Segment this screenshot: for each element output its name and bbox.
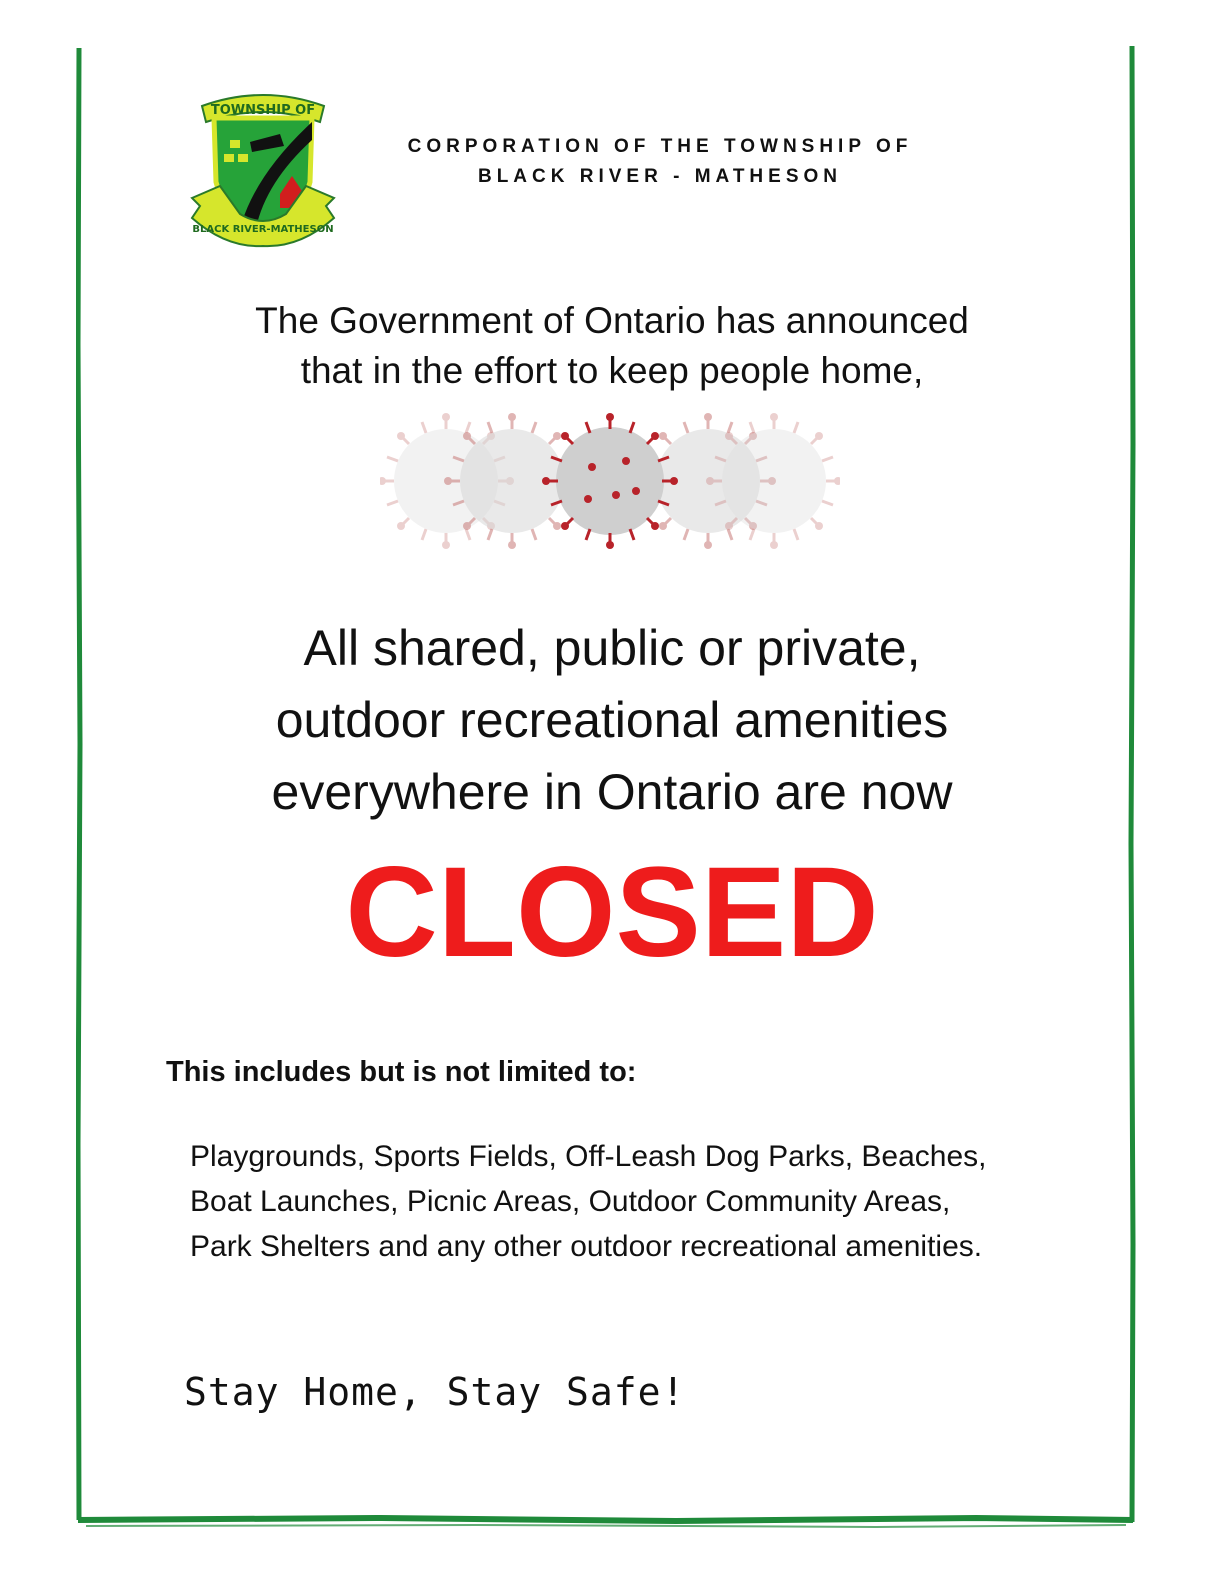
corporation-header <box>360 132 960 192</box>
intro-line-2: that in the effort to keep people home, <box>300 350 924 391</box>
header-line-2: BLACK RIVER - MATHESON <box>477 166 843 187</box>
township-crest-logo <box>180 82 346 248</box>
includes-heading: This includes but is not limited to: <box>166 1056 637 1088</box>
headline-line-1: All shared, public or private, <box>303 620 921 676</box>
headline-line-3: everywhere in Ontario are now <box>271 764 953 820</box>
closure-headline <box>112 612 1112 828</box>
logo-bottom-text: BLACK RIVER-MATHESON <box>192 224 334 235</box>
amenities-line-3: Park Shelters and any other outdoor recreational amenities. <box>190 1230 983 1263</box>
logo-top-text: TOWNSHIP OF <box>210 103 316 118</box>
coronavirus-illustration <box>380 410 840 552</box>
amenities-list <box>190 1134 987 1269</box>
announcement-intro <box>112 296 1112 396</box>
headline-line-2: outdoor recreational amenities <box>275 692 949 748</box>
header-line-1: CORPORATION OF THE TOWNSHIP OF <box>407 136 913 157</box>
amenities-line-2: Boat Launches, Picnic Areas, Outdoor Community Areas, <box>190 1185 951 1218</box>
closed-banner: CLOSED <box>345 841 879 984</box>
stay-home-tagline: Stay Home, Stay Safe! <box>184 1370 686 1414</box>
amenities-line-1: Playgrounds, Sports Fields, Off-Leash Dog Parks, Beaches, <box>190 1140 987 1173</box>
intro-line-1: The Government of Ontario has announced <box>255 300 969 341</box>
